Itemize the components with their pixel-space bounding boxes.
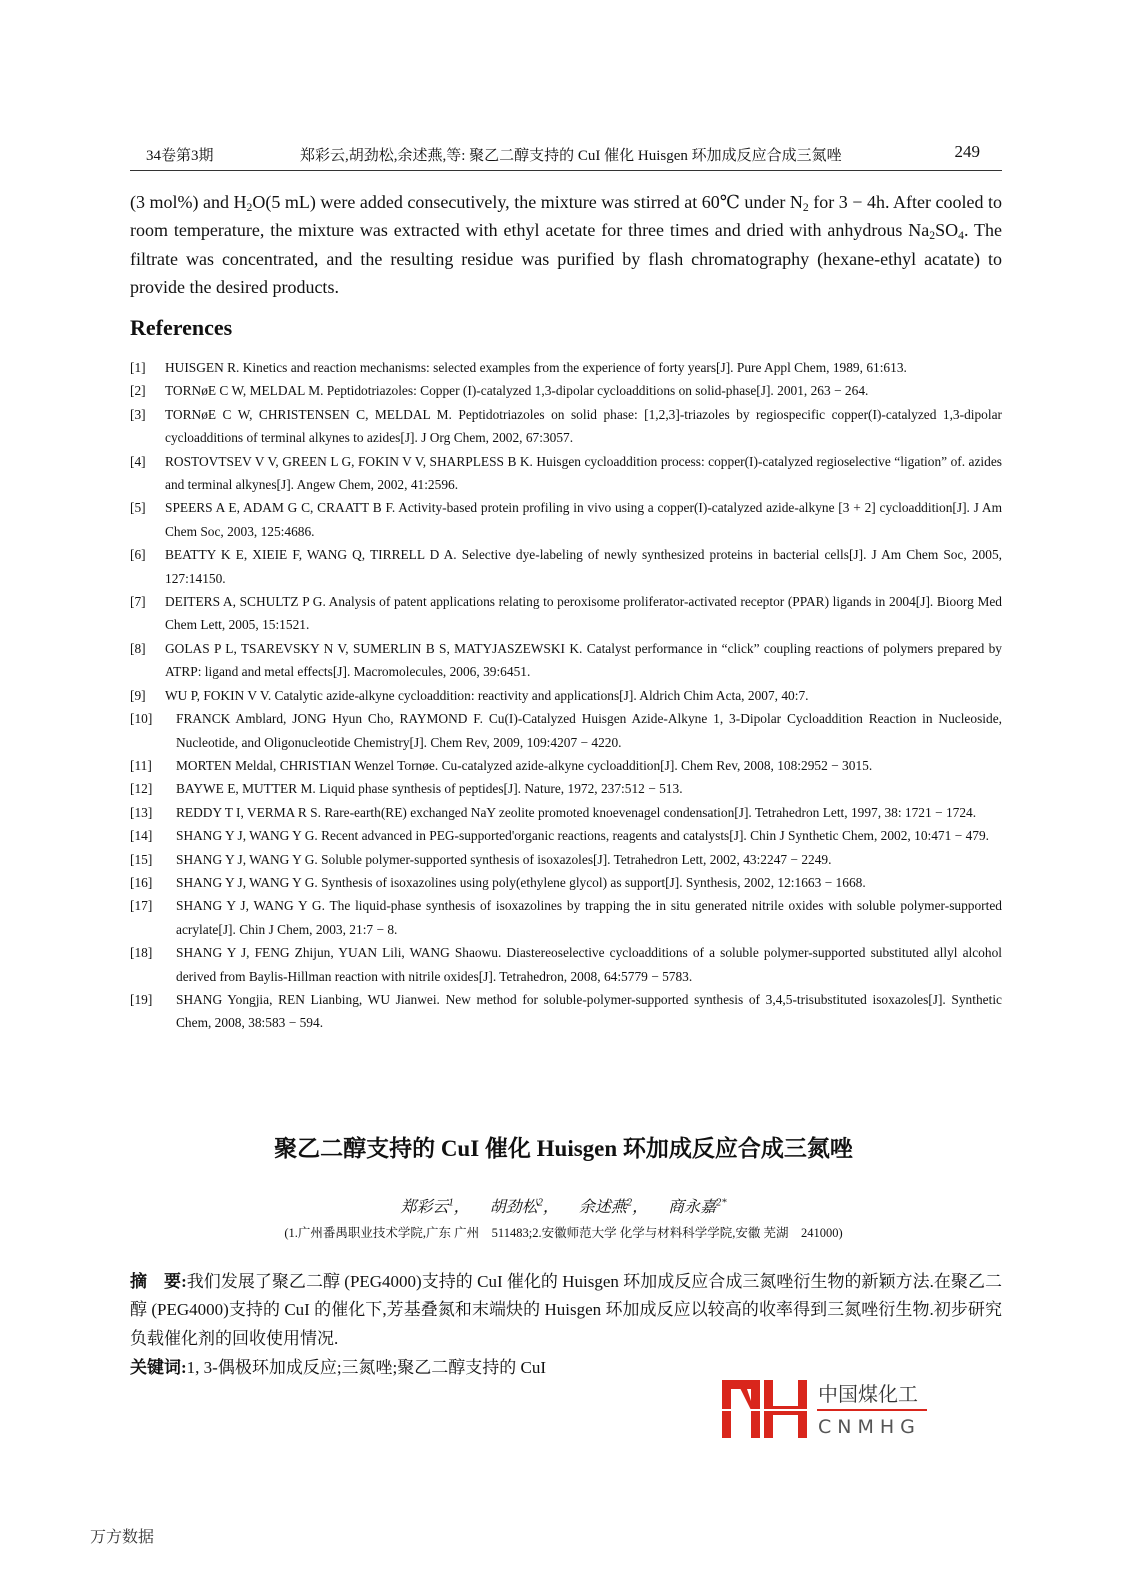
logo-en: CNMHG [818,1416,921,1438]
author [490,1199,559,1216]
reference-item [130,777,1002,800]
author-separator: ， [632,1199,649,1216]
subscript: 2 [802,201,809,214]
author [579,1199,648,1216]
reference-text: HUISGEN R. Kinetics and reaction mechanisms: selected examples from the experience of forty years[J]. Pure Appl Chem, 1989, 61:613. [165,360,907,375]
reference-number: [5] [130,500,146,516]
author [668,1199,726,1216]
reference-item [130,356,1002,379]
keywords-text: 1, 3-偶极环加成反应;三氮唑;聚乙二醇支持的 CuI [186,1358,547,1377]
reference-item [130,684,1002,707]
reference-text: SHANG Y J, WANG Y G. Recent advanced in PEG-supported'organic reactions, reagents and catalysts[J]. Chin J Synthetic Chem, 2002, 10:471 − 479. [176,828,990,844]
running-header [140,142,980,166]
author-name: 胡劲松 [489,1199,538,1216]
cnmhg-logo [722,1380,932,1442]
logo-mark-icon [722,1380,932,1442]
keywords [130,1353,546,1378]
volume-issue: 34卷第3期 [146,148,214,164]
reference-number: [14] [130,828,153,844]
reference-text: SHANG Y J, WANG Y G. Soluble polymer-supported synthesis of isoxazoles[J]. Tetrahedron Lett, 2002, 43:2247 − 2249. [176,851,832,867]
author-affiliation-mark: 2 [626,1197,633,1209]
page-number: 249 [954,142,980,161]
reference-item [130,894,1002,941]
reference-number: [12] [130,781,153,797]
reference-item [130,450,1002,497]
body-paragraph [130,188,1002,301]
reference-item [130,403,1002,450]
header-rule [130,170,1002,171]
reference-text: WU P, FOKIN V V. Catalytic azide-alkyne cycloaddition: reactivity and applications[J]. Aldrich Chim Acta, 2007, 40:7. [165,687,809,703]
text-run: SO [935,220,959,241]
reference-item [130,988,1002,1035]
reference-number: [19] [130,991,153,1007]
logo-cn: 中国煤化工 [818,1382,918,1406]
reference-item [130,496,1002,543]
reference-text: SHANG Yongjia, REN Lianbing, WU Jianwei. New method for soluble-polymer-supported synthesis of 3,4,5-trisubstituted isoxazoles[J]. Synthetic Chem, 2008, 38:583 − 594. [176,991,1002,1031]
reference-item [130,590,1002,637]
reference-number: [3] [130,406,146,422]
reference-number: [10] [130,711,153,727]
reference-text: BAYWE E, MUTTER M. Liquid phase synthesis of peptides[J]. Nature, 1972, 237:512 − 513. [176,781,683,797]
reference-item [130,801,1002,824]
reference-number: [6] [130,547,146,563]
author-affiliation-mark: 2* [716,1197,727,1209]
reference-item [130,754,1002,777]
reference-text: TORNøE C W, MELDAL M. Peptidotriazoles: Copper (I)-catalyzed 1,3-dipolar cycloadditions on solid-phase[J]. 2001, 263 − 264. [165,383,869,399]
author-name: 郑彩云 [400,1199,449,1216]
reference-item [130,379,1002,402]
wanfang-watermark: 万方数据 [90,1527,155,1546]
reference-item [130,637,1002,684]
reference-item [130,941,1002,988]
reference-item [130,824,1002,847]
reference-number: [18] [130,945,153,961]
reference-list [130,356,1002,1035]
text-run: for 3 − 4h. After cooled to room temperature, the mixture was extracted with ethyl acetate for three times and dried with anhydrous Na [130,192,1002,241]
reference-text: BEATTY K E, XIEIE F, WANG Q, TIRRELL D A. Selective dye-labeling of newly synthesized proteins in bacterial cells[J]. J Am Chem Soc, 2005, 127:14150. [165,547,1002,586]
author [400,1199,469,1216]
reference-text: FRANCK Amblard, JONG Hyun Cho, RAYMOND F. Cu(I)-Catalyzed Huisgen Azide-Alkyne 1, 3-Dipolar Cycloaddition Reaction in Nucleoside, Nucleotide, and Oligonucleotide Chemistry[J]. Chem Rev, 2009, 109:4207 − 4220. [176,711,1002,750]
reference-item [130,543,1002,590]
keywords-label: 关键词: [130,1358,187,1377]
subscript: 2 [246,201,253,214]
reference-number: [7] [130,594,146,610]
abstract [130,1268,1002,1353]
text-run: (3 mol%) and H [130,192,247,212]
reference-text: REDDY T I, VERMA R S. Rare-earth(RE) exchanged NaY zeolite promoted knoevenagel condensation[J]. Tetrahedron Lett, 1997, 38: 1721 − 1724. [176,804,977,820]
reference-item [130,848,1002,871]
abstract-text: 我们发展了聚乙二醇 (PEG4000)支持的 CuI 催化的 Huisgen 环加成反应合成三氮唑衍生物的新颖方法.在聚乙二醇 (PEG4000)支持的 CuI 的催化下,芳基叠氮和末端炔的 Huisgen 环加成反应以较高的收率得到三氮唑衍生物.初步研究负载催化剂的回收使用情况. [130,1272,1002,1348]
reference-text: SHANG Y J, WANG Y G. Synthesis of isoxazolines using poly(ethylene glycol) as support[J]. Synthesis, 2002, 12:1663 − 1668. [176,874,866,890]
subscript: 4 [958,229,964,243]
reference-text: GOLAS P L, TSAREVSKY N V, SUMERLIN B S, MATYJASZEWSKI K. Catalyst performance in “click” coupling reactions of polymers prepared by ATRP: ligand and metal effects[J]. Macromolecules, 2006, 39:6451. [165,640,1002,680]
author-name: 商永嘉 [668,1199,717,1216]
reference-item [130,871,1002,894]
reference-number: [16] [130,874,153,890]
author-list [0,1194,1127,1217]
text-run: O(5 mL) were added consecutively, the mixture was stirred at 60℃ under N [252,192,803,212]
references-heading: References [130,315,233,340]
reference-text: ROSTOVTSEV V V, GREEN L G, FOKIN V V, SHARPLESS B K. Huisgen cycloaddition process: copper(I)-catalyzed regioselective “ligation” of. azides and terminal alkynes[J]. Angew Chem, 2002, 41:2596. [165,453,1002,493]
author-separator: ， [542,1199,559,1216]
text-run: . The filtrate was concentrated, and the resulting residue was purified by flash chromatography (hexane-ethyl acatate) to provide the desired products. [130,220,1002,297]
reference-number: [17] [130,898,153,914]
author-name: 余述燕 [578,1199,627,1216]
author-affiliation-mark: 2 [537,1197,543,1209]
running-title: 郑彩云,胡劲松,余述燕,等: 聚乙二醇支持的 CuI 催化 Huisgen 环加成反应合成三氮唑 [300,148,842,164]
reference-number: [9] [130,687,146,703]
subscript: 2 [929,229,936,243]
reference-number: [2] [130,383,146,399]
abstract-label: 摘 要: [130,1272,187,1291]
affiliation: (1.广州番禺职业技术学院,广东 广州 511483;2.安徽师范大学 化学与材料科学学院,安徽 芜湖 241000) [284,1226,843,1240]
reference-number: [8] [130,640,146,656]
reference-number: [1] [130,360,146,375]
reference-item [130,707,1002,754]
reference-number: [4] [130,453,146,469]
reference-text: MORTEN Meldal, CHRISTIAN Wenzel Tornøe. Cu-catalyzed azide-alkyne cycloaddition[J]. Chem Rev, 2008, 108:2952 − 3015. [176,757,873,773]
reference-text: SPEERS A E, ADAM G C, CRAATT B F. Activity-based protein profiling in vivo using a copper(I)-catalyzed azide-alkyne [3 + 2] cycloaddition[J]. J Am Chem Soc, 2003, 125:4686. [165,500,1002,539]
reference-text: DEITERS A, SCHULTZ P G. Analysis of patent applications relating to peroxisome proliferator-activated receptor (PPAR) ligands in 2004[J]. Bioorg Med Chem Lett, 2005, 15:1521. [165,594,1002,633]
reference-text: SHANG Y J, WANG Y G. The liquid-phase synthesis of isoxazolines by trapping the in situ generated nitrile oxides with soluble polymer-supported acrylate[J]. Chin J Chem, 2003, 21:7 − 8. [176,898,1002,937]
reference-number: [13] [130,804,153,820]
reference-text: SHANG Y J, FENG Zhijun, YUAN Lili, WANG Shaowu. Diastereoselective cycloadditions of a soluble polymer-supported substituted allyl alcohol derived from Baylis-Hillman reaction with nitrile oxides[J]. Tetrahedron, 2008, 64:5779 − 5783. [176,945,1002,984]
chinese-title: 聚乙二醇支持的 CuI 催化 Huisgen 环加成反应合成三氮唑 [274,1136,853,1161]
reference-number: [11] [130,757,152,773]
reference-text: TORNøE C W, CHRISTENSEN C, MELDAL M. Peptidotriazoles on solid phase: [1,2,3]-triazoles by regiospecific copper(I)-catalyzed 1,3-dipolar cycloadditions of terminal alkynes to azides[J]. J Org Chem, 2002, 67:3057. [165,406,1002,446]
reference-number: [15] [130,851,153,867]
author-affiliation-mark: 1 [448,1197,454,1209]
author-separator: ， [453,1199,470,1216]
